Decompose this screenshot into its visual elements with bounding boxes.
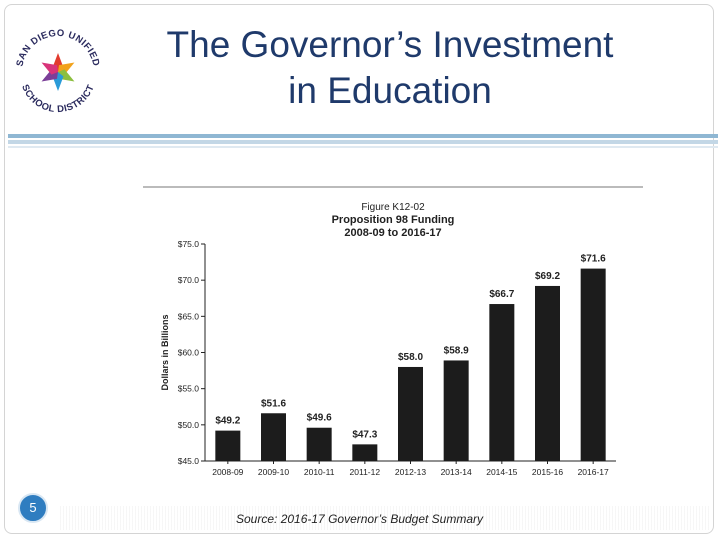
bar [261, 413, 286, 461]
y-tick-label: $65.0 [177, 311, 199, 322]
y-tick-label: $75.0 [177, 239, 199, 249]
bar-value-label: $58.0 [397, 351, 424, 363]
bar-value-label: $49.6 [306, 412, 332, 424]
bar-value-label: $66.7 [489, 289, 515, 301]
y-tick-label: $55.0 [177, 383, 199, 394]
bar [352, 444, 377, 461]
bar [307, 428, 332, 461]
x-tick-label: 2009-10 [257, 467, 290, 477]
chart-subtitle: 2008-09 to 2016-17 [344, 227, 442, 239]
bar [215, 431, 240, 461]
x-tick-label: 2012-13 [394, 467, 427, 477]
header-rule-tertiary [8, 146, 718, 148]
y-tick-label: $60.0 [177, 347, 199, 358]
title-line-1: The Governor’s Investment [166, 24, 614, 65]
bar [535, 286, 560, 461]
header-rule [8, 134, 718, 138]
x-tick-label: 2010-11 [303, 467, 335, 477]
x-tick-label: 2013-14 [440, 467, 472, 477]
chart-panel [108, 150, 694, 506]
y-tick-label: $70.0 [177, 275, 199, 286]
header-rule-secondary [8, 140, 718, 144]
slide-title [120, 22, 660, 114]
logo-text-top: SAN DIEGO UNIFIED [14, 27, 102, 68]
bar-value-label: $49.2 [215, 415, 241, 427]
x-tick-label: 2016-17 [577, 467, 609, 477]
bar-value-label: $58.9 [443, 345, 469, 357]
bar [489, 304, 514, 461]
district-logo [8, 22, 108, 122]
source-note: Source: 2016-17 Governor’s Budget Summary [236, 512, 484, 526]
proposition-98-chart [108, 150, 694, 506]
y-axis-label: Dollars in Billions [160, 314, 170, 391]
x-tick-label: 2014-15 [486, 467, 518, 477]
x-tick-label: 2015-16 [531, 467, 564, 477]
y-tick-label: $50.0 [177, 419, 199, 430]
bar-value-label: $71.6 [580, 253, 606, 265]
bar-value-label: $69.2 [534, 270, 561, 282]
y-tick-label: $45.0 [177, 456, 199, 466]
title-line-2: in Education [288, 70, 492, 111]
bar [398, 367, 423, 461]
bar-value-label: $47.3 [352, 429, 378, 441]
chart-figure-label: Figure K12-02 [361, 202, 425, 213]
bar-value-label: $51.6 [260, 398, 287, 410]
x-tick-label: 2008-09 [212, 467, 244, 477]
bar [444, 360, 469, 461]
logo-star-icon [42, 53, 75, 91]
slide-number-badge: 5 [18, 493, 48, 523]
x-tick-label: 2011-12 [349, 467, 381, 477]
chart-title: Proposition 98 Funding [331, 214, 455, 226]
logo-text-bottom: SCHOOL DISTRICT [19, 82, 97, 116]
bar [581, 269, 606, 461]
